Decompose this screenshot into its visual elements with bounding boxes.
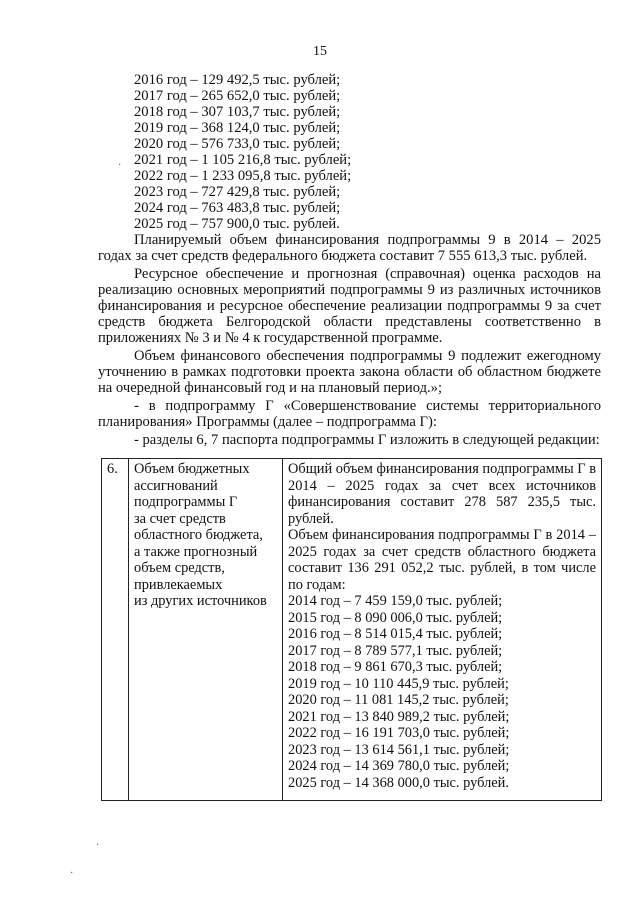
name-line: за счет средств	[134, 510, 226, 527]
year-list	[98, 72, 601, 232]
year-line: 2017 год – 265 652,0 тыс. рублей;	[134, 88, 341, 104]
year-line: 2020 год – 576 733,0 тыс. рублей;	[134, 136, 341, 152]
year-line: 2021 год – 1 105 216,8 тыс. рублей;	[134, 152, 352, 168]
paragraph-federal-budget: Планируемый объем финансирования подпрограммы 9 в 2014 – 2025 годах за счет средств федерального бюджета составит 7 555 613,3 тыс. рублей.	[98, 232, 601, 264]
year-line: 2021 год – 13 840 989,2 тыс. рублей;	[288, 708, 510, 725]
scan-dot: ·	[70, 868, 74, 879]
year-line: 2019 год – 10 110 445,9 тыс. рублей;	[288, 675, 509, 692]
name-line: привлекаемых	[134, 576, 223, 593]
paragraph-subprogram-g: - в подпрограмму Г «Совершенствование системы территориального планирования» Программы (далее – подпрограмма Г):	[98, 398, 601, 430]
year-line: 2024 год – 763 483,8 тыс. рублей;	[134, 200, 341, 216]
year-line: 2018 год – 9 861 670,3 тыс. рублей;	[288, 659, 503, 675]
name-line: из других источников	[134, 593, 267, 609]
regional-financing-text: Объем финансирования подпрограммы Г в 2014 – 2025 годах за счет средств областного бюджета составит 136 291 052,2 тыс. рублей, в том числе по годам:	[288, 527, 596, 593]
year-line: 2025 год – 757 900,0 тыс. рублей.	[134, 216, 340, 232]
year-line: 2014 год – 7 459 159,0 тыс. рублей;	[288, 593, 503, 609]
year-line: 2017 год – 8 789 577,1 тыс. рублей;	[288, 642, 503, 659]
table-row	[102, 459, 602, 801]
year-line: 2020 год – 11 081 145,2 тыс. рублей;	[288, 692, 509, 708]
name-line: а также прогнозный	[134, 543, 258, 560]
year-line: 2018 год – 307 103,7 тыс. рублей;	[134, 104, 341, 120]
paragraph-sections-edit: - разделы 6, 7 паспорта подпрограммы Г изложить в следующей редакции:	[134, 432, 600, 448]
year-line: 2025 год – 14 368 000,0 тыс. рублей.	[288, 774, 509, 791]
year-line: 2023 год – 727 429,8 тыс. рублей;	[134, 184, 341, 200]
total-financing-text: Общий объем финансирования подпрограммы Г в 2014 – 2025 годах за счет всех источников финансирования составит 278 587 235,5 тыс. рублей.	[288, 461, 596, 527]
passport-table	[101, 458, 602, 801]
year-line: 2024 год – 14 369 780,0 тыс. рублей;	[288, 758, 510, 774]
row-number-cell	[102, 459, 129, 801]
name-line: объем средств,	[134, 560, 225, 576]
page-number: 15	[313, 44, 327, 59]
body-text	[98, 72, 601, 450]
year-line: 2023 год – 13 614 561,1 тыс. рублей;	[288, 741, 510, 758]
year-line: 2022 год – 16 191 703,0 тыс. рублей;	[288, 725, 510, 741]
row-name-cell	[129, 459, 283, 801]
scan-dot: ·	[118, 160, 122, 171]
year-line: 2015 год – 8 090 006,0 тыс. рублей;	[288, 609, 503, 626]
year-line: 2019 год – 368 124,0 тыс. рублей;	[134, 120, 341, 136]
name-line: областного бюджета,	[134, 527, 263, 543]
paragraph-annual-adjustment: Объем финансового обеспечения подпрограммы 9 подлежит ежегодному уточнению в рамках подготовки проекта закона области об областном бюджете на очередной финансовый год и на плановый период.»;	[98, 348, 601, 396]
name-line: подпрограммы Г	[134, 494, 238, 510]
row-number: 6.	[107, 461, 118, 477]
year-line: 2022 год – 1 233 095,8 тыс. рублей;	[134, 168, 352, 184]
year-line: 2016 год – 8 514 015,4 тыс. рублей;	[288, 626, 503, 642]
year-line: 2016 год – 129 492,5 тыс. рублей;	[134, 72, 341, 88]
row-value-cell	[283, 459, 602, 801]
name-line: Объем бюджетных	[134, 461, 250, 477]
name-line: ассигнований	[134, 477, 218, 494]
paragraph-resource-provision: Ресурсное обеспечение и прогнозная (справочная) оценка расходов на реализацию основных мероприятий подпрограммы 9 из различных источников финансирования и ресурсное обеспечение реализации подпрограммы 9 за счет средств бюджета Белгородской области представлены соответственно в приложениях № 3 и № 4 к государственной программе.	[98, 266, 601, 346]
scan-dot: ·	[96, 840, 100, 851]
